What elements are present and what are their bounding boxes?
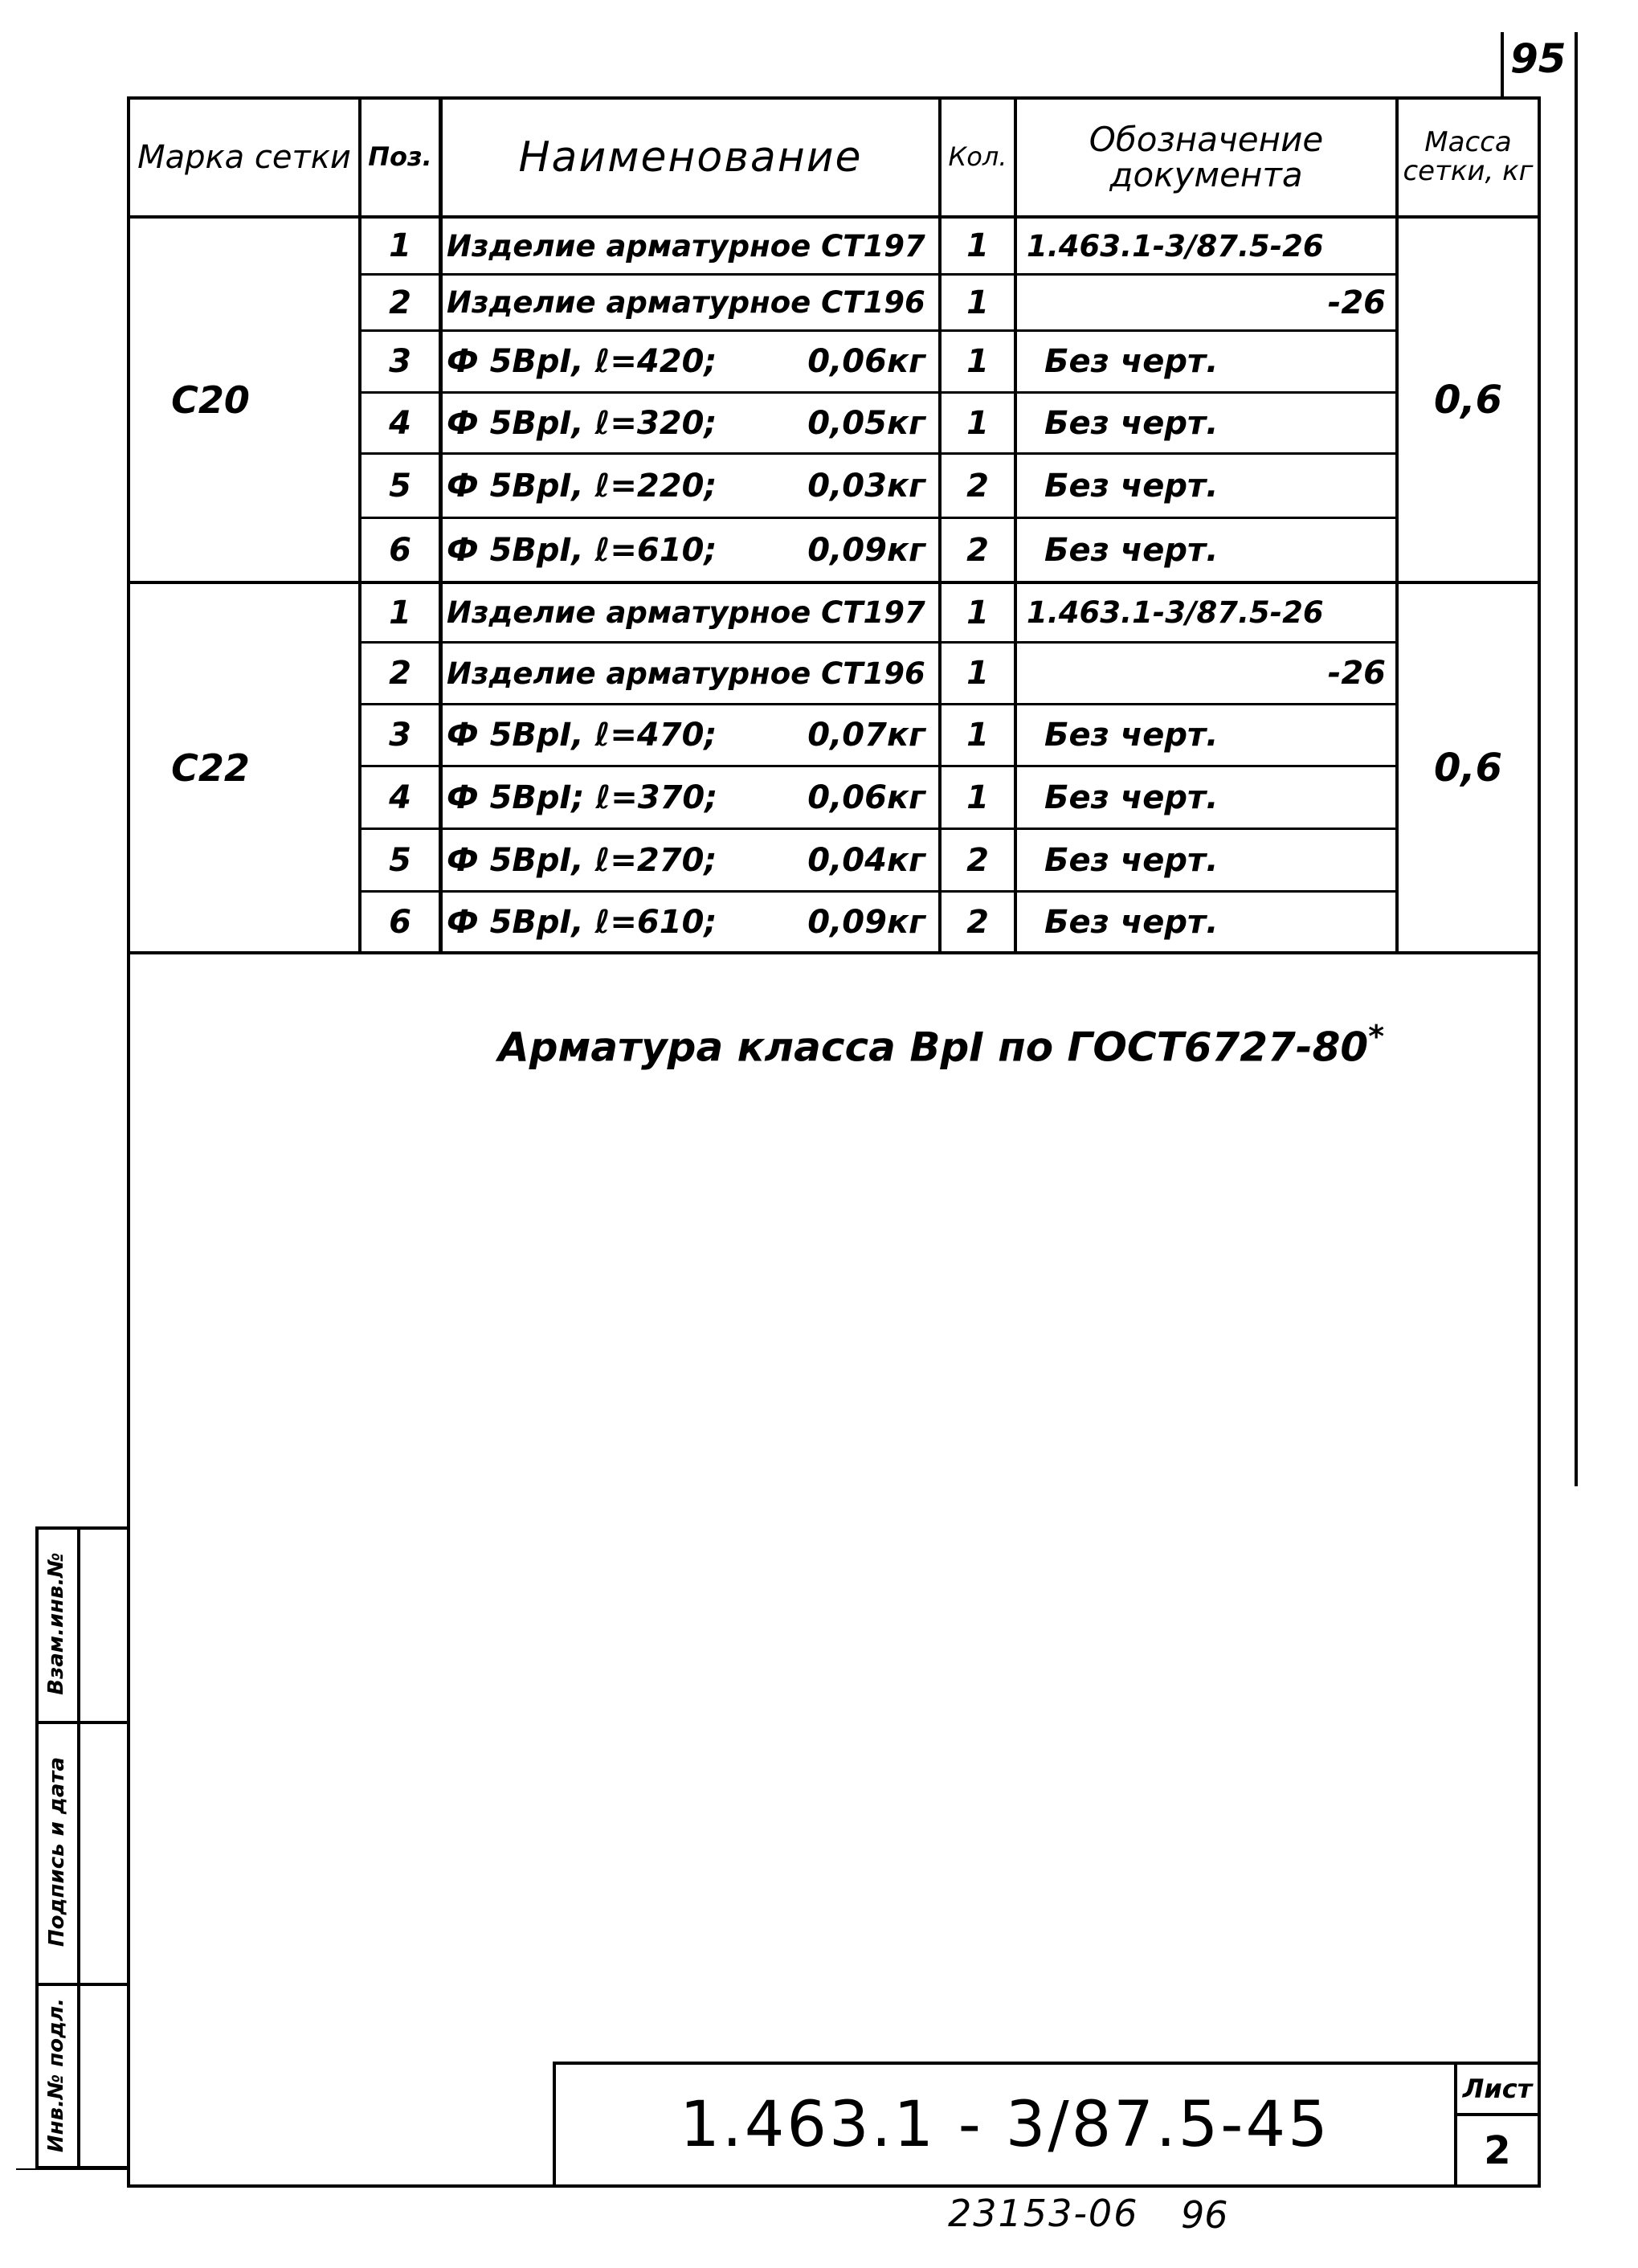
row-doc: Без черт. [1044,717,1219,754]
header-name: Наименование [518,133,863,182]
row-doc: Без черт. [1044,778,1219,816]
row-name: Ф 5ВрI, ℓ=320; [447,404,717,442]
row-weight: 0,09кг [807,531,925,569]
row-name: Ф 5ВрI, ℓ=470; [447,717,717,754]
frame-bottom [127,2184,1541,2188]
row-name: Изделие арматурное СТ196 [447,285,925,320]
row-name: Ф 5ВрI, ℓ=610; [447,531,717,569]
row-qty: 1 [966,717,989,754]
note-asterisk: * [1368,1019,1385,1054]
row-name: Ф 5ВрI, ℓ=610; [447,903,717,941]
row-qty: 1 [966,227,989,264]
stamp-inv-podl: Инв.№ подл. [44,1997,68,2153]
header-qty: Кол. [948,141,1007,173]
row-pos: 1 [389,594,411,631]
header-mass: Масса сетки, кг [1403,126,1534,187]
row-qty: 1 [966,778,989,816]
row-qty: 2 [966,531,989,569]
row-weight: 0,03кг [807,467,925,505]
footer-page: 96 [1181,2193,1228,2237]
row-qty: 2 [966,903,989,941]
row-pos: 1 [389,227,411,264]
row-doc: Без черт. [1044,343,1219,380]
corner-divider [1501,32,1504,96]
row-name: Ф 5ВрI, ℓ=420; [447,343,717,380]
row-name: Изделие арматурное СТ197 [447,595,925,630]
row-qty: 1 [966,655,989,692]
row-doc: Без черт. [1044,531,1219,569]
row-pos: 3 [389,343,411,380]
reinforcement-note [498,1019,1384,1071]
row-pos: 2 [389,655,411,692]
note-text: Арматура класса ВрI по ГОСТ6727-80 [498,1024,1369,1071]
group-mass: 0,6 [1433,377,1503,423]
row-weight: 0,09кг [807,903,925,941]
row-pos: 6 [389,531,411,569]
row-doc: -26 [1327,284,1386,321]
header-pos: Поз. [368,141,432,173]
footer-note: 23153-06 [948,2192,1139,2235]
row-weight: 0,06кг [807,778,925,816]
sheet-number: 2 [1484,2127,1511,2173]
sheet-corner-number: 95 [1510,35,1567,82]
stamp-vzam-inv: Взам.инв.№ [44,1552,68,1695]
row-qty: 1 [966,404,989,442]
row-name: Ф 5ВрI; ℓ=370; [447,778,718,816]
header-doc: Обозначение документа [1089,119,1324,194]
frame-right [1538,96,1541,2188]
col-line-4 [1014,96,1017,954]
group-mass: 0,6 [1433,745,1503,791]
row-name: Изделие арматурное СТ196 [447,656,925,691]
stamp-inner-line [77,1526,80,2169]
stamp-tick [16,2168,129,2170]
row-weight: 0,07кг [807,717,925,754]
document-code: 1.463.1 - 3/87.5-45 [680,2088,1330,2161]
row-qty: 2 [966,841,989,879]
group-mark: С20 [171,378,250,422]
row-pos: 5 [389,467,411,505]
col-line-2 [439,96,443,954]
row-pos: 3 [389,717,411,754]
row-weight: 0,05кг [807,404,925,442]
row-weight: 0,06кг [807,343,925,380]
row-doc: Без черт. [1044,903,1219,941]
row-pos: 4 [389,778,411,816]
row-pos: 2 [389,284,411,321]
row-doc: -26 [1327,655,1386,692]
row-doc: 1.463.1-3/87.5-26 [1027,228,1324,264]
row-name: Изделие арматурное СТ197 [447,228,925,264]
sheet-label: Лист [1462,2074,1533,2104]
row-doc: Без черт. [1044,404,1219,442]
row-qty: 1 [966,284,989,321]
row-pos: 6 [389,903,411,941]
row-doc: Без черт. [1044,467,1219,505]
row-qty: 2 [966,467,989,505]
table-bottom-line [127,951,1541,954]
row-weight: 0,04кг [807,841,925,879]
row-doc: 1.463.1-3/87.5-26 [1027,595,1324,630]
row-qty: 1 [966,594,989,631]
header-mark: Марка сетки [137,139,351,176]
row-qty: 1 [966,343,989,380]
row-name: Ф 5ВрI, ℓ=270; [447,841,717,879]
row-name: Ф 5ВрI, ℓ=220; [447,467,717,505]
group-mark: С22 [171,746,250,790]
stamp-podpis-data: Подпись и дата [45,1756,69,1947]
row-pos: 5 [389,841,411,879]
row-doc: Без черт. [1044,841,1219,879]
right-margin-line [1575,32,1578,1486]
row-pos: 4 [389,404,411,442]
